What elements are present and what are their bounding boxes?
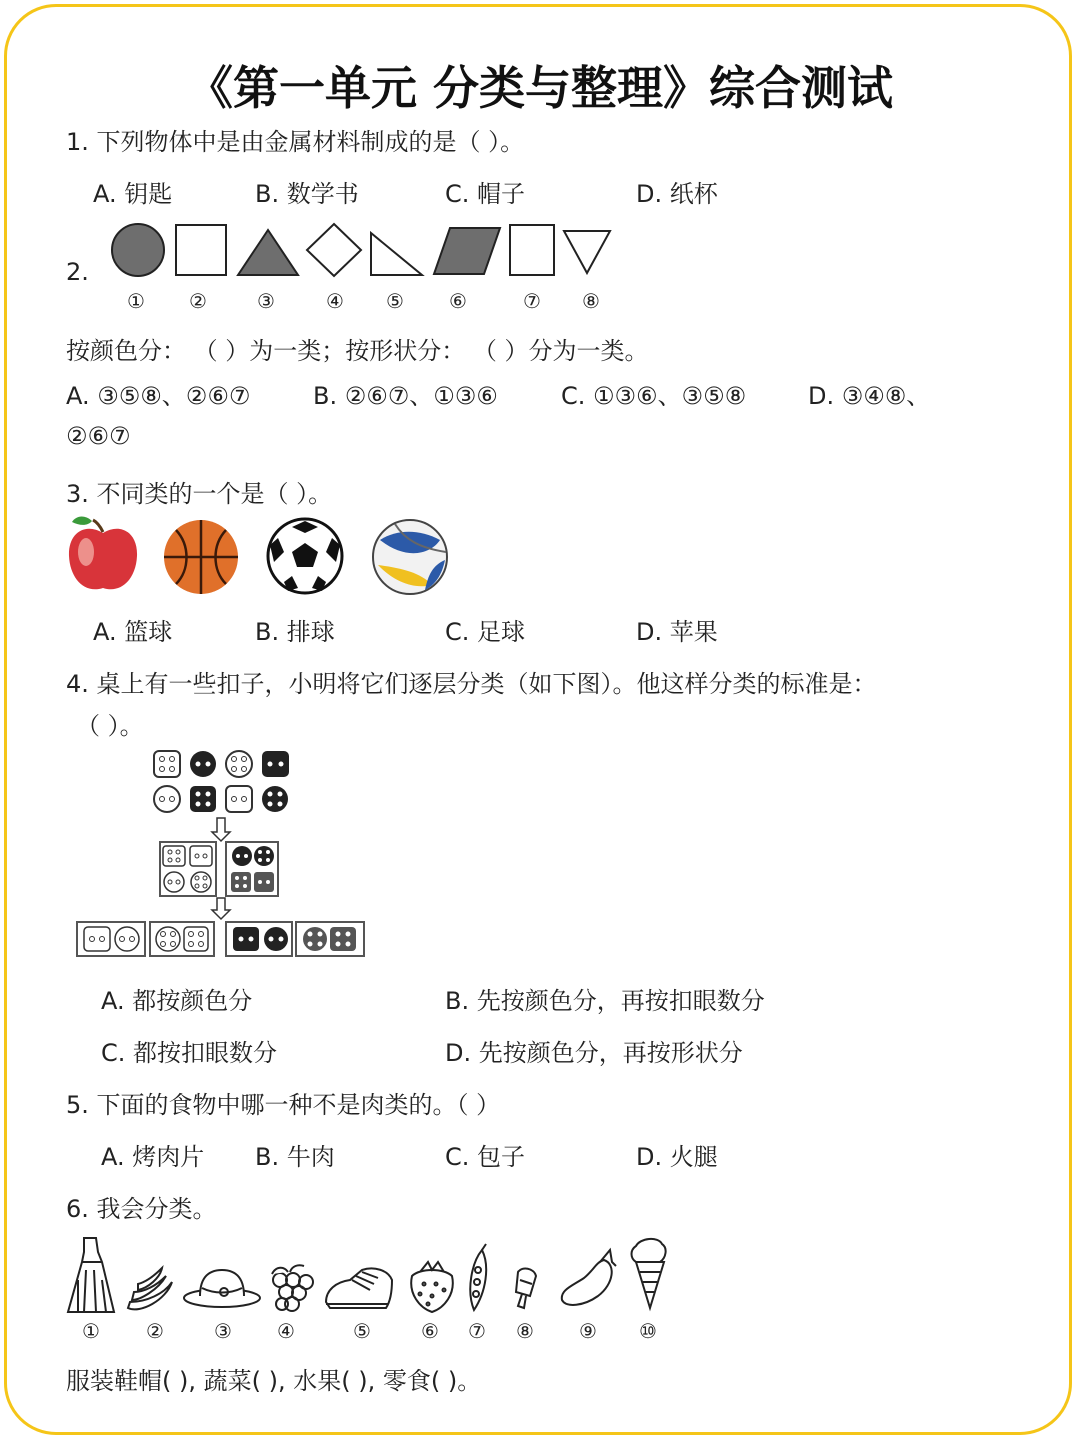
shoe-icon bbox=[326, 1268, 392, 1308]
q2-option-c: C. ①③⑥、③⑤⑧ bbox=[561, 382, 747, 410]
banana-icon bbox=[128, 1268, 172, 1309]
q4-option-c: C. 都按扣眼数分 bbox=[101, 1039, 278, 1067]
q6-label-7: ⑦ bbox=[468, 1319, 486, 1343]
dress-icon bbox=[68, 1238, 114, 1312]
q6-answer-line: 服装鞋帽( ), 蔬菜( ), 水果( ), 零食( )。 bbox=[66, 1367, 482, 1395]
page-title: 《第一单元 分类与整理》综合测试 bbox=[186, 61, 893, 115]
q1-option-c: C. 帽子 bbox=[445, 180, 526, 208]
q2-option-d: D. ③④⑧、 bbox=[808, 382, 931, 410]
q2-number: 2. bbox=[66, 258, 89, 286]
q2-label-7: ⑦ bbox=[523, 289, 541, 313]
q4-stem: 4. 桌上有一些扣子，小明将它们逐层分类（如下图）。他这样分类的标准是： bbox=[66, 670, 877, 698]
q6-label-4: ④ bbox=[277, 1319, 295, 1343]
q4-option-a: A. 都按颜色分 bbox=[101, 987, 253, 1015]
grapes-icon bbox=[272, 1265, 313, 1311]
q6-label-8: ⑧ bbox=[516, 1319, 534, 1343]
q5-option-c: C. 包子 bbox=[445, 1143, 526, 1171]
pea-pod-icon bbox=[470, 1244, 486, 1310]
q3-option-b: B. 排球 bbox=[255, 618, 335, 646]
q3-stem: 3. 不同类的一个是（ ）。 bbox=[66, 480, 333, 508]
hat-icon bbox=[184, 1270, 260, 1307]
q6-label-5: ⑤ bbox=[353, 1319, 371, 1343]
q5-option-a: A. 烤肉片 bbox=[101, 1143, 205, 1171]
q2-label-5: ⑤ bbox=[386, 289, 404, 313]
q2-label-8: ⑧ bbox=[582, 289, 600, 313]
q6-label-2: ② bbox=[146, 1319, 164, 1343]
q6-label-3: ③ bbox=[214, 1319, 232, 1343]
q5-option-d: D. 火腿 bbox=[636, 1143, 718, 1171]
q4-option-d: D. 先按颜色分，再按形状分 bbox=[445, 1039, 743, 1067]
q6-stem: 6. 我会分类。 bbox=[66, 1195, 217, 1223]
q6-label-1: ① bbox=[82, 1319, 100, 1343]
popsicle-icon bbox=[516, 1269, 536, 1308]
q1-option-d: D. 纸杯 bbox=[636, 180, 718, 208]
q3-option-c: C. 足球 bbox=[445, 618, 526, 646]
q2-label-1: ① bbox=[127, 289, 145, 313]
q2-option-b: B. ②⑥⑦、①③⑥ bbox=[313, 382, 498, 410]
q4-option-b: B. 先按颜色分，再按扣眼数分 bbox=[445, 987, 765, 1015]
eggplant-icon bbox=[562, 1250, 616, 1305]
q2-label-4: ④ bbox=[326, 289, 344, 313]
q3-option-a: A. 篮球 bbox=[93, 618, 173, 646]
q6-label-9: ⑨ bbox=[579, 1319, 597, 1343]
q5-option-b: B. 牛肉 bbox=[255, 1143, 335, 1171]
q1-stem: 1. 下列物体中是由金属材料制成的是（ ）。 bbox=[66, 128, 525, 156]
q6-label-10: ⑩ bbox=[639, 1319, 657, 1343]
q1-option-a: A. 钥匙 bbox=[93, 180, 173, 208]
strawberry-icon bbox=[411, 1262, 453, 1312]
q2-label-6: ⑥ bbox=[449, 289, 467, 313]
q5-stem: 5. 下面的食物中哪一种不是肉类的。（ ） bbox=[66, 1091, 501, 1119]
q2-label-2: ② bbox=[189, 289, 207, 313]
q2-option-a: A. ③⑤⑧、②⑥⑦ bbox=[66, 382, 251, 410]
q1-option-b: B. 数学书 bbox=[255, 180, 359, 208]
q2-stem: 按颜色分： （ ）为一类；按形状分： （ ）分为一类。 bbox=[66, 337, 649, 365]
q2-label-3: ③ bbox=[257, 289, 275, 313]
q4-blank: （ ）。 bbox=[76, 712, 144, 740]
q6-label-6: ⑥ bbox=[421, 1319, 439, 1343]
ice-cream-icon bbox=[632, 1239, 666, 1308]
q2-option-d-cont: ②⑥⑦ bbox=[66, 422, 131, 450]
q3-option-d: D. 苹果 bbox=[636, 618, 718, 646]
